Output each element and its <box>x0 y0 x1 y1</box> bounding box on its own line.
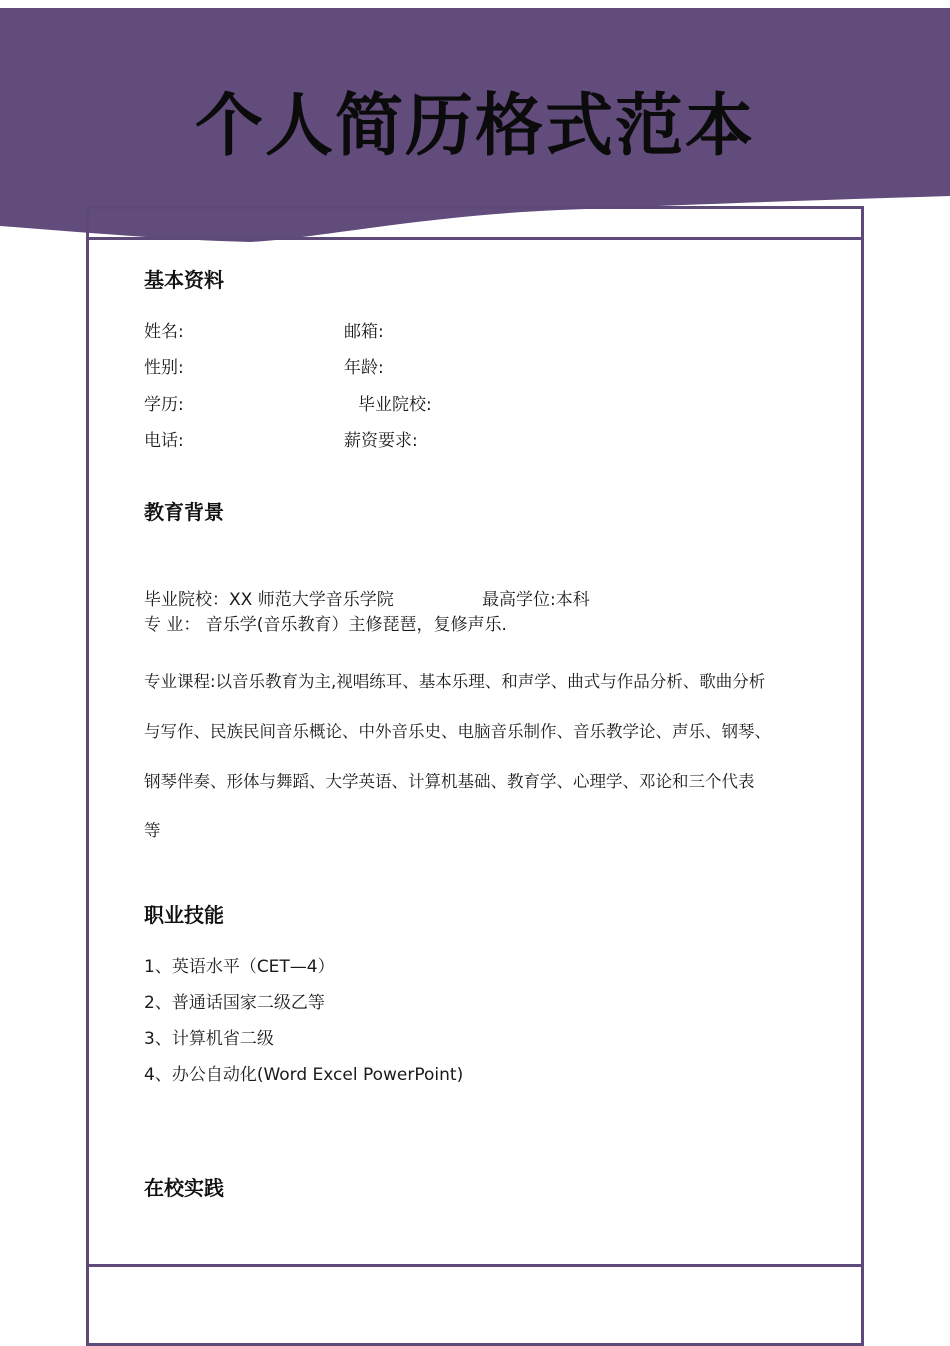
section-heading-skills: 职业技能 <box>144 903 224 927</box>
section-heading-basic: 基本资料 <box>144 268 224 292</box>
major-line: 专 业： 音乐学(音乐教育）主修琵琶，复修声乐. <box>144 615 507 635</box>
courses-line: 专业课程:以音乐教育为主,视唱练耳、基本乐理、和声学、曲式与作品分析、歌曲分析 <box>144 672 766 691</box>
school-line: 毕业院校：XX 师范大学音乐学院 <box>144 590 394 610</box>
education-label: 学历: <box>144 395 184 415</box>
email-label: 邮箱: <box>344 322 384 342</box>
skill-item: 2、普通话国家二级乙等 <box>144 993 325 1013</box>
phone-label: 电话: <box>144 431 184 451</box>
salary-label: 薪资要求: <box>344 431 418 451</box>
name-label: 姓名: <box>144 322 184 342</box>
skill-item: 1、英语水平（CET—4） <box>144 957 335 977</box>
skill-item: 3、计算机省二级 <box>144 1029 274 1049</box>
gender-label: 性别: <box>144 358 184 378</box>
skill-item: 4、办公自动化(Word Excel PowerPoint) <box>144 1065 464 1085</box>
school-label: 毕业院校: <box>358 395 432 415</box>
courses-line: 等 <box>144 821 161 840</box>
section-heading-education: 教育背景 <box>144 500 224 524</box>
frame-divider-top <box>86 237 864 240</box>
degree-line: 最高学位:本科 <box>482 590 590 610</box>
age-label: 年龄: <box>344 358 384 378</box>
courses-line: 钢琴伴奏、形体与舞蹈、大学英语、计算机基础、教育学、心理学、邓论和三个代表 <box>144 772 755 791</box>
frame-divider-bottom <box>86 1264 864 1267</box>
courses-line: 与写作、民族民间音乐概论、中外音乐史、电脑音乐制作、音乐教学论、声乐、钢琴、 <box>144 722 771 741</box>
section-heading-practice: 在校实践 <box>144 1176 224 1200</box>
page-title: 个人简历格式范本 <box>194 87 755 166</box>
